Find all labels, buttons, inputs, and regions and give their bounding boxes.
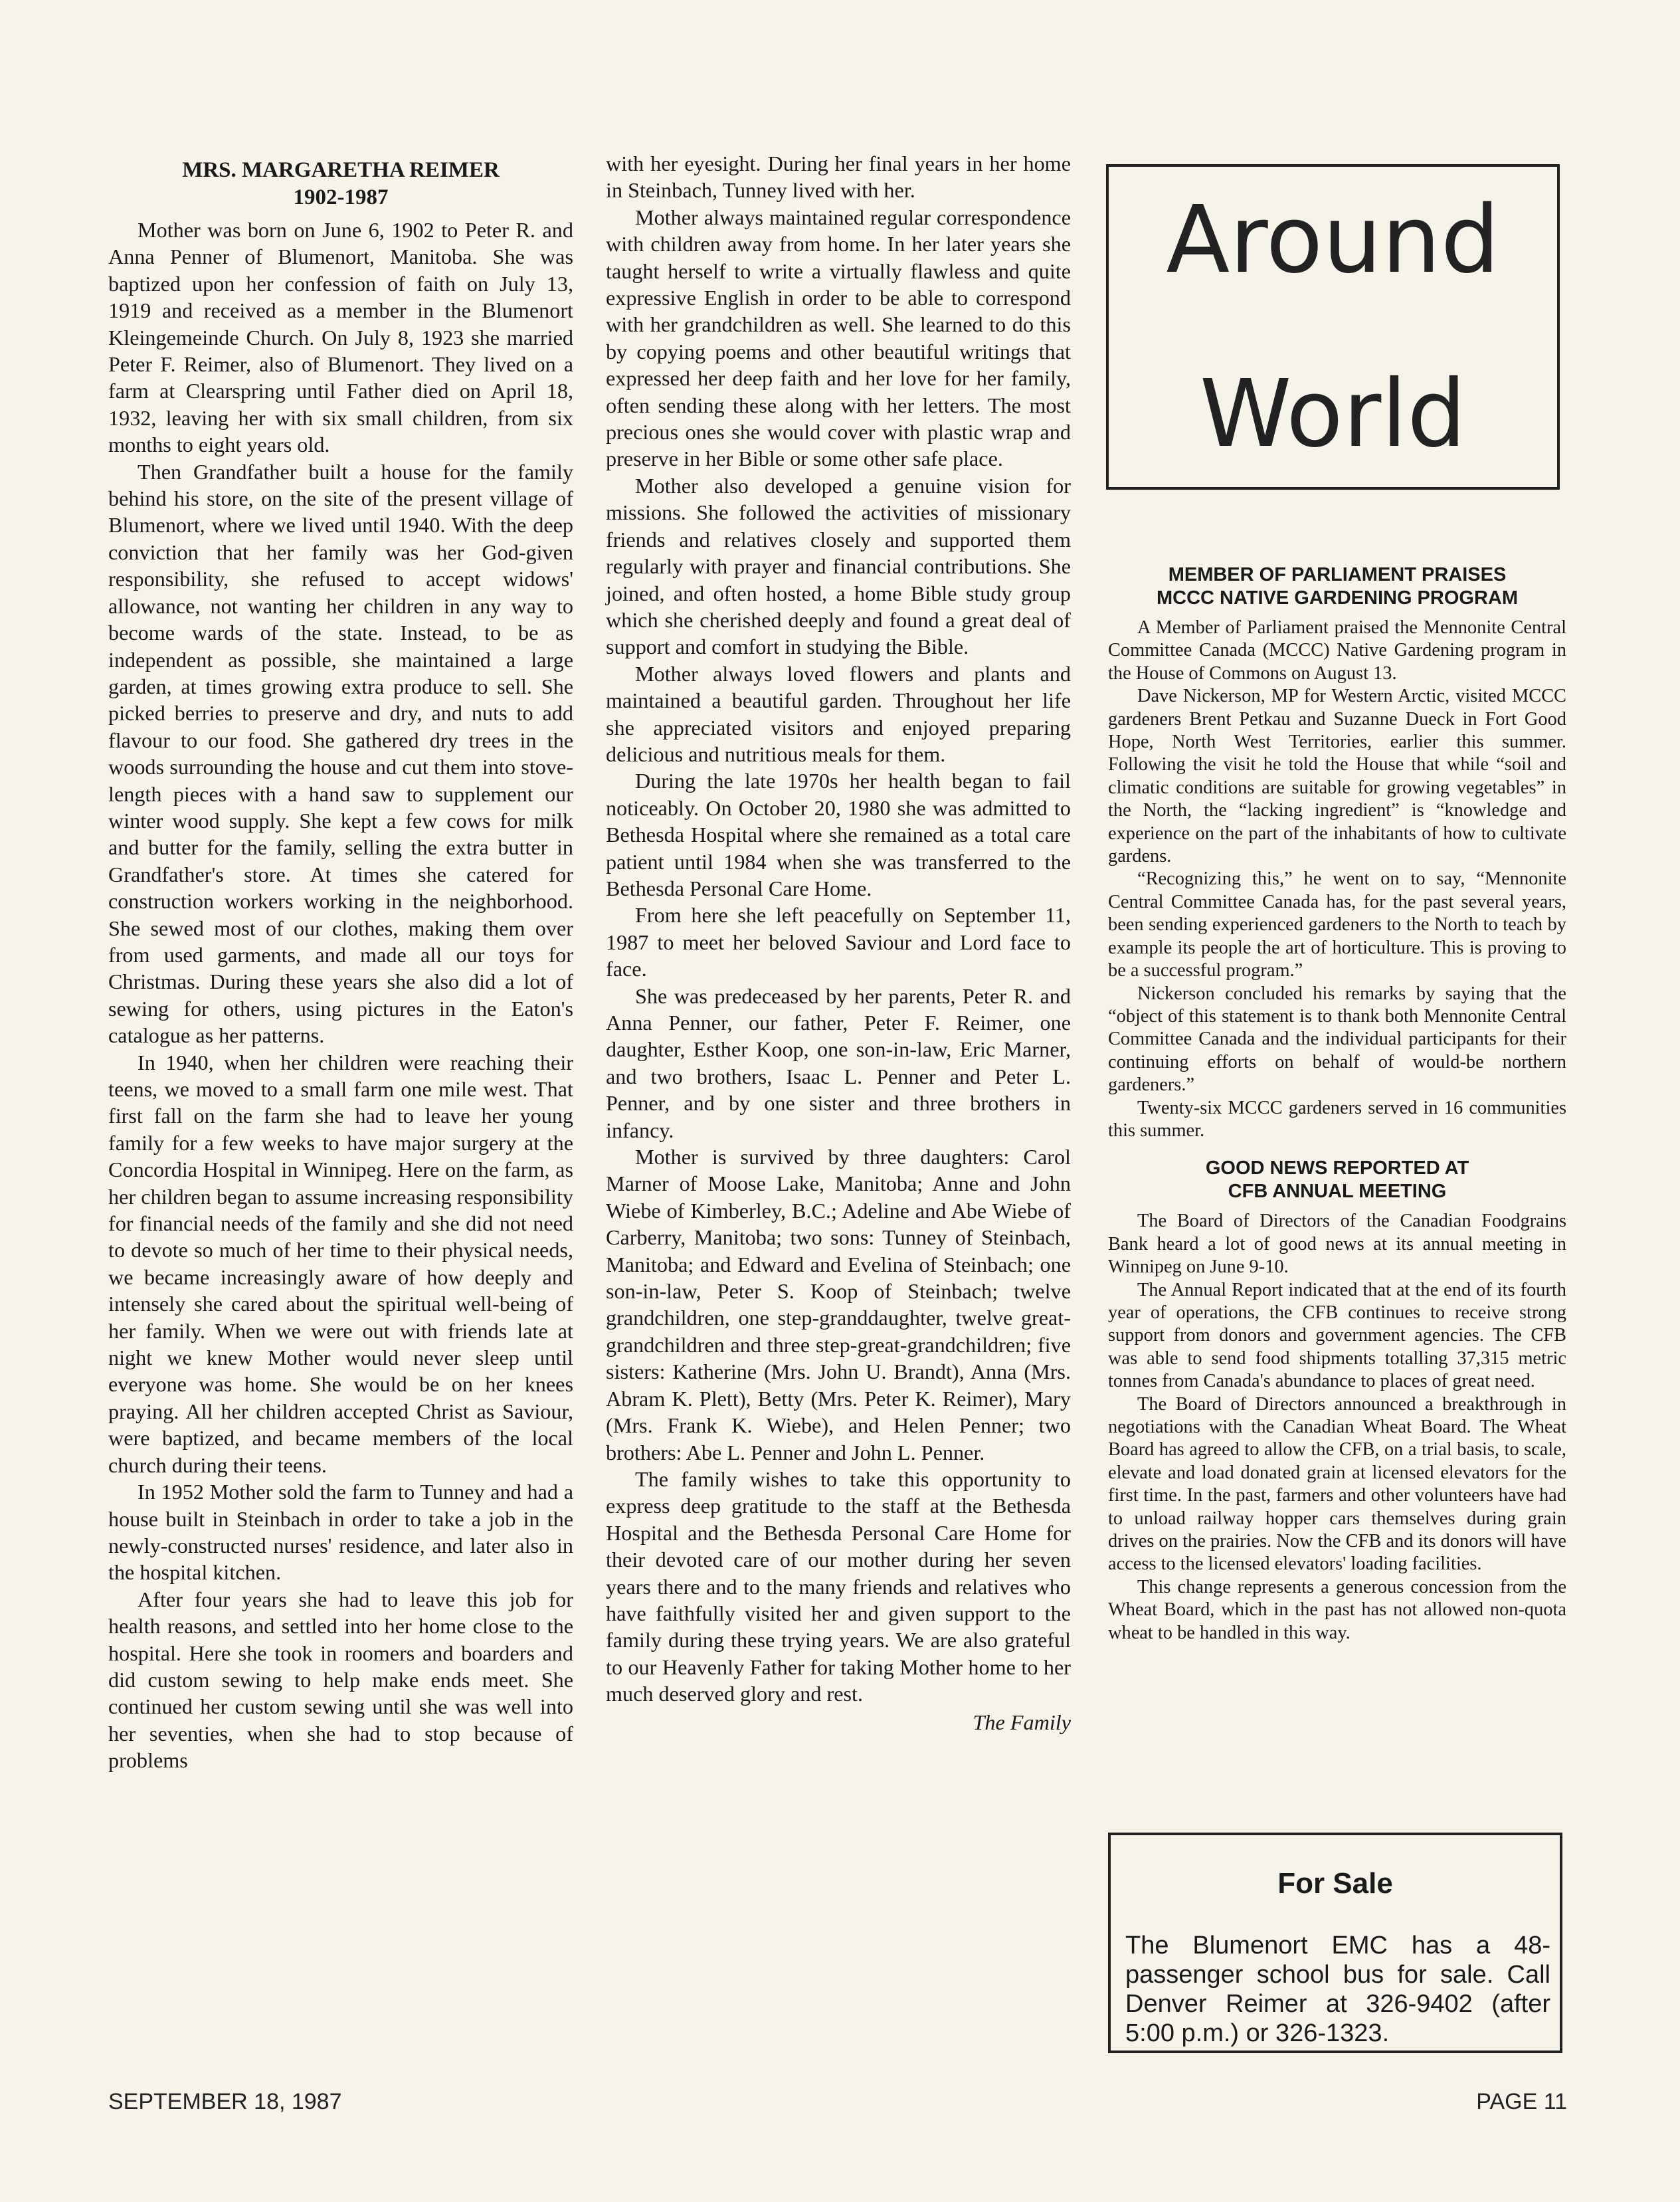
for-sale-ad (1108, 1833, 1562, 2053)
obituary-paragraph: The family wishes to take this opportunity to express deep gratitude to the staff at the Bethesda Hospital and the Bethesda Personal Care Home for their devoted care of our mother during her seven years there and to the many friends and relatives who have faithfully visited her and given support to the family during these trying years. We are also grateful to our Heavenly Father for taking Mother home to her much deserved glory and rest. (606, 1466, 1071, 1706)
obituary-paragraph: In 1952 Mother sold the farm to Tunney and had a house built in Steinbach in order to take a job in the newly-constructed nurses' residence, and later also in the hospital kitchen. (108, 1480, 573, 1585)
obituary-paragraph: During the late 1970s her health began to fail noticeably. On October 20, 1980 she was admitted to Bethesda Hospital where she remained as a total care patient until 1984 when she was transferred to the Bethesda Personal Care Home. (606, 769, 1071, 900)
news-column (1108, 563, 1566, 1645)
obituary-title-name: MRS. MARGARETHA REIMER (182, 158, 500, 182)
around-the-world-banner (1106, 164, 1560, 490)
news-paragraph: Twenty-six MCCC gardeners served in 16 communities this summer. (1108, 1097, 1566, 1141)
footer-date: SEPTEMBER 18, 1987 (108, 2089, 342, 2114)
obituary-title (108, 157, 573, 211)
banner-word-around: Around (1166, 186, 1500, 294)
obituary-paragraph: From here she left peacefully on September 11, 1987 to meet her beloved Saviour and Lord face to face. (606, 903, 1071, 981)
obituary-paragraph: Mother was born on June 6, 1902 to Peter R. and Anna Penner of Blumenort, Manitoba. She was baptized upon her confession of faith on July 13, 1919 and received as a member in the Blumenort Kleingemeinde Church. On July 8, 1923 she married Peter F. Reimer, also of Blumenort. They lived on a farm at Clearspring until Father died on April 18, 1932, leaving her with six small children, from six months to eight years old. (108, 218, 573, 457)
banner-word-world: World (1199, 360, 1467, 468)
news-headline-line: CFB ANNUAL MEETING (1228, 1181, 1447, 1203)
news-headline-line: MCCC NATIVE GARDENING PROGRAM (1156, 587, 1519, 609)
obituary-paragraph: After four years she had to leave this job for health reasons, and settled into her home close to the hospital. Here she took in roomers and boarders and did custom sewing to help make ends meet. She continued her custom sewing until she was well into her seventies, when she had to stop because of problems (108, 1587, 573, 1773)
news-paragraph: “Recognizing this,” he went on to say, “Mennonite Central Committee Canada has, for the past several years, been sending experienced gardeners to the North to teach by example its people the art of horticulture. This is proving to be a successful program.” (1108, 868, 1566, 981)
news-paragraph: Nickerson concluded his remarks by saying that the “object of this statement is to thank both Mennonite Central Committee Canada and the individual participants for their continuing efforts on behalf of would-be northern gardeners.” (1108, 983, 1566, 1096)
obituary-paragraph: Mother is survived by three daughters: Carol Marner of Moose Lake, Manitoba; Anne and John Wiebe of Kimberley, B.C.; Adeline and Abe Wiebe of Carberry, Manitoba; two sons: Tunney of Steinbach, Manitoba; and Edward and Evelina of Steinbach; one son-in-law, Peter S. Koop of Steinbach; twelve grandchildren, one step-granddaughter, twelve great-grandchildren and three step-great-grandchildren; five sisters: Katherine (Mrs. John U. Brandt), Anna (Mrs. Abram K. Plett), Betty (Mrs. Peter K. Reimer), Mary (Mrs. Frank K. Wiebe), and Helen Penner; two brothers: Abe L. Penner and John L. Penner. (606, 1145, 1071, 1464)
for-sale-body: The Blumenort EMC has a 48-passenger school bus for sale. Call Denver Reimer at 326-9402 (after 5:00 p.m.) or 326-1323. (1125, 1932, 1550, 2047)
obituary-paragraph: with her eyesight. During her final years in her home in Steinbach, Tunney lived with her. (606, 151, 1071, 203)
obituary-signature: The Family (973, 1710, 1071, 1734)
news-paragraph: A Member of Parliament praised the Mennonite Central Committee Canada (MCCC) Native Gardening program in the House of Commons on August 13. (1108, 617, 1566, 684)
obituary-paragraph: Mother also developed a genuine vision for missions. She followed the activities of missionary friends and relatives closely and supported them regularly with prayer and financial contributions. She joined, and often hosted, a home Bible study group which she cherished deeply and found a great deal of support and comfort in studying the Bible. (606, 473, 1071, 659)
news-headline-line: GOOD NEWS REPORTED AT (1205, 1157, 1469, 1179)
obituary-paragraph: Mother always maintained regular correspondence with children away from home. In her later years she taught herself to write a virtually flawless and quite expressive English in order to be able to correspond with her grandchildren as well. She learned to do this by copying poems and other beautiful writings that expressed her deep faith and her love for her family, often sending these along with her letters. The most precious ones she would cover with plastic wrap and preserve in her Bible or some other safe place. (606, 205, 1071, 471)
obituary-column-1 (108, 157, 573, 1774)
obituary-paragraph: In 1940, when her children were reaching their teens, we moved to a small farm one mile west. That first fall on the farm she had to leave her young family for a few weeks to have major surgery at the Concordia Hospital in Winnipeg. Here on the farm, as her children began to assume increasing responsibility for financial needs of the family and she did not need to devote so much of her time to their physical needs, we became increasingly aware of how deeply and intensely she cared about the spiritual well-being of her family. When we were out with friends late at night we knew Mother would never sleep until everyone was home. She would be on her knees praying. All her children accepted Christ as Saviour, were baptized, and became members of the local church during their teens. (108, 1050, 573, 1477)
obituary-title-years: 1902-1987 (293, 185, 389, 209)
news-headline-mccc (1108, 563, 1566, 610)
news-headline-cfb (1108, 1157, 1566, 1203)
news-paragraph: The Annual Report indicated that at the end of its fourth year of operations, the CFB continues to receive strong support from donors and government agencies. The CFB was able to send food shipments totalling 37,315 metric tonnes from Canada's abundance to places of great need. (1108, 1279, 1566, 1392)
news-headline-line: MEMBER OF PARLIAMENT PRAISES (1168, 564, 1507, 585)
news-paragraph: The Board of Directors announced a breakthrough in negotiations with the Canadian Wheat Board. The Wheat Board has agreed to allow the CFB, on a trial basis, to scale, elevate and load donated grain at licensed elevators for the first time. In the past, farmers and other volunteers have had to unload railway hopper cars themselves during grain drives on the prairies. Now the CFB and its donors will have access to the licensed elevators' loading facilities. (1108, 1393, 1566, 1575)
obituary-paragraph: Then Grandfather built a house for the family behind his store, on the site of the present village of Blumenort, where we lived until 1940. With the deep conviction that her family was her God-given responsibility, she refused to accept widows' allowance, not wanting her children in any way to become wards of the state. Instead, to be as independent as possible, she maintained a large garden, at times growing extra produce to sell. She picked berries to preserve and dry, and nuts to add flavour to our food. She gathered dry trees in the woods surrounding the house and cut them into stove-length pieces with a hand saw to supplement our winter wood supply. She kept a few cows for milk and butter for the family, selling the extra butter in Grandfather's store. At times she catered for construction workers working in the neighborhood. She sewed most of our clothes, making them over from used garments, and made all our toys for Christmas. During these years she also did a lot of sewing for others, using pictures in the Eaton's catalogue as her patterns. (108, 459, 573, 1048)
obituary-paragraph: Mother always loved flowers and plants and maintained a beautiful garden. Throughout her life she appreciated visitors and enjoyed preparing delicious and nutritious meals for them. (606, 661, 1071, 766)
obituary-column-2 (606, 150, 1071, 1736)
news-paragraph: This change represents a generous concession from the Wheat Board, which in the past has not allowed non-quota wheat to be handled in this way. (1108, 1576, 1566, 1643)
news-paragraph: The Board of Directors of the Canadian Foodgrains Bank heard a lot of good news at its annual meeting in Winnipeg on June 9-10. (1108, 1211, 1566, 1278)
obituary-paragraph: She was predeceased by her parents, Peter R. and Anna Penner, our father, Peter F. Reimer, one daughter, Esther Koop, one son-in-law, Eric Marner, and two brothers, Isaac L. Penner and Peter L. Penner, and by one sister and three brothers in infancy. (606, 983, 1071, 1142)
footer-page-number: PAGE 11 (1476, 2089, 1567, 2114)
news-paragraph: Dave Nickerson, MP for Western Arctic, visited MCCC gardeners Brent Petkau and Suzanne Dueck in Fort Good Hope, North West Territories, earlier this summer. Following the visit he told the House that while “soil and climatic conditions are suitable for growing vegetables” in the North, the “lacking ingredient” is “knowledge and experience on the part of the inhabitants of how to cultivate gardens. (1108, 686, 1566, 867)
for-sale-title: For Sale (1277, 1867, 1393, 1900)
